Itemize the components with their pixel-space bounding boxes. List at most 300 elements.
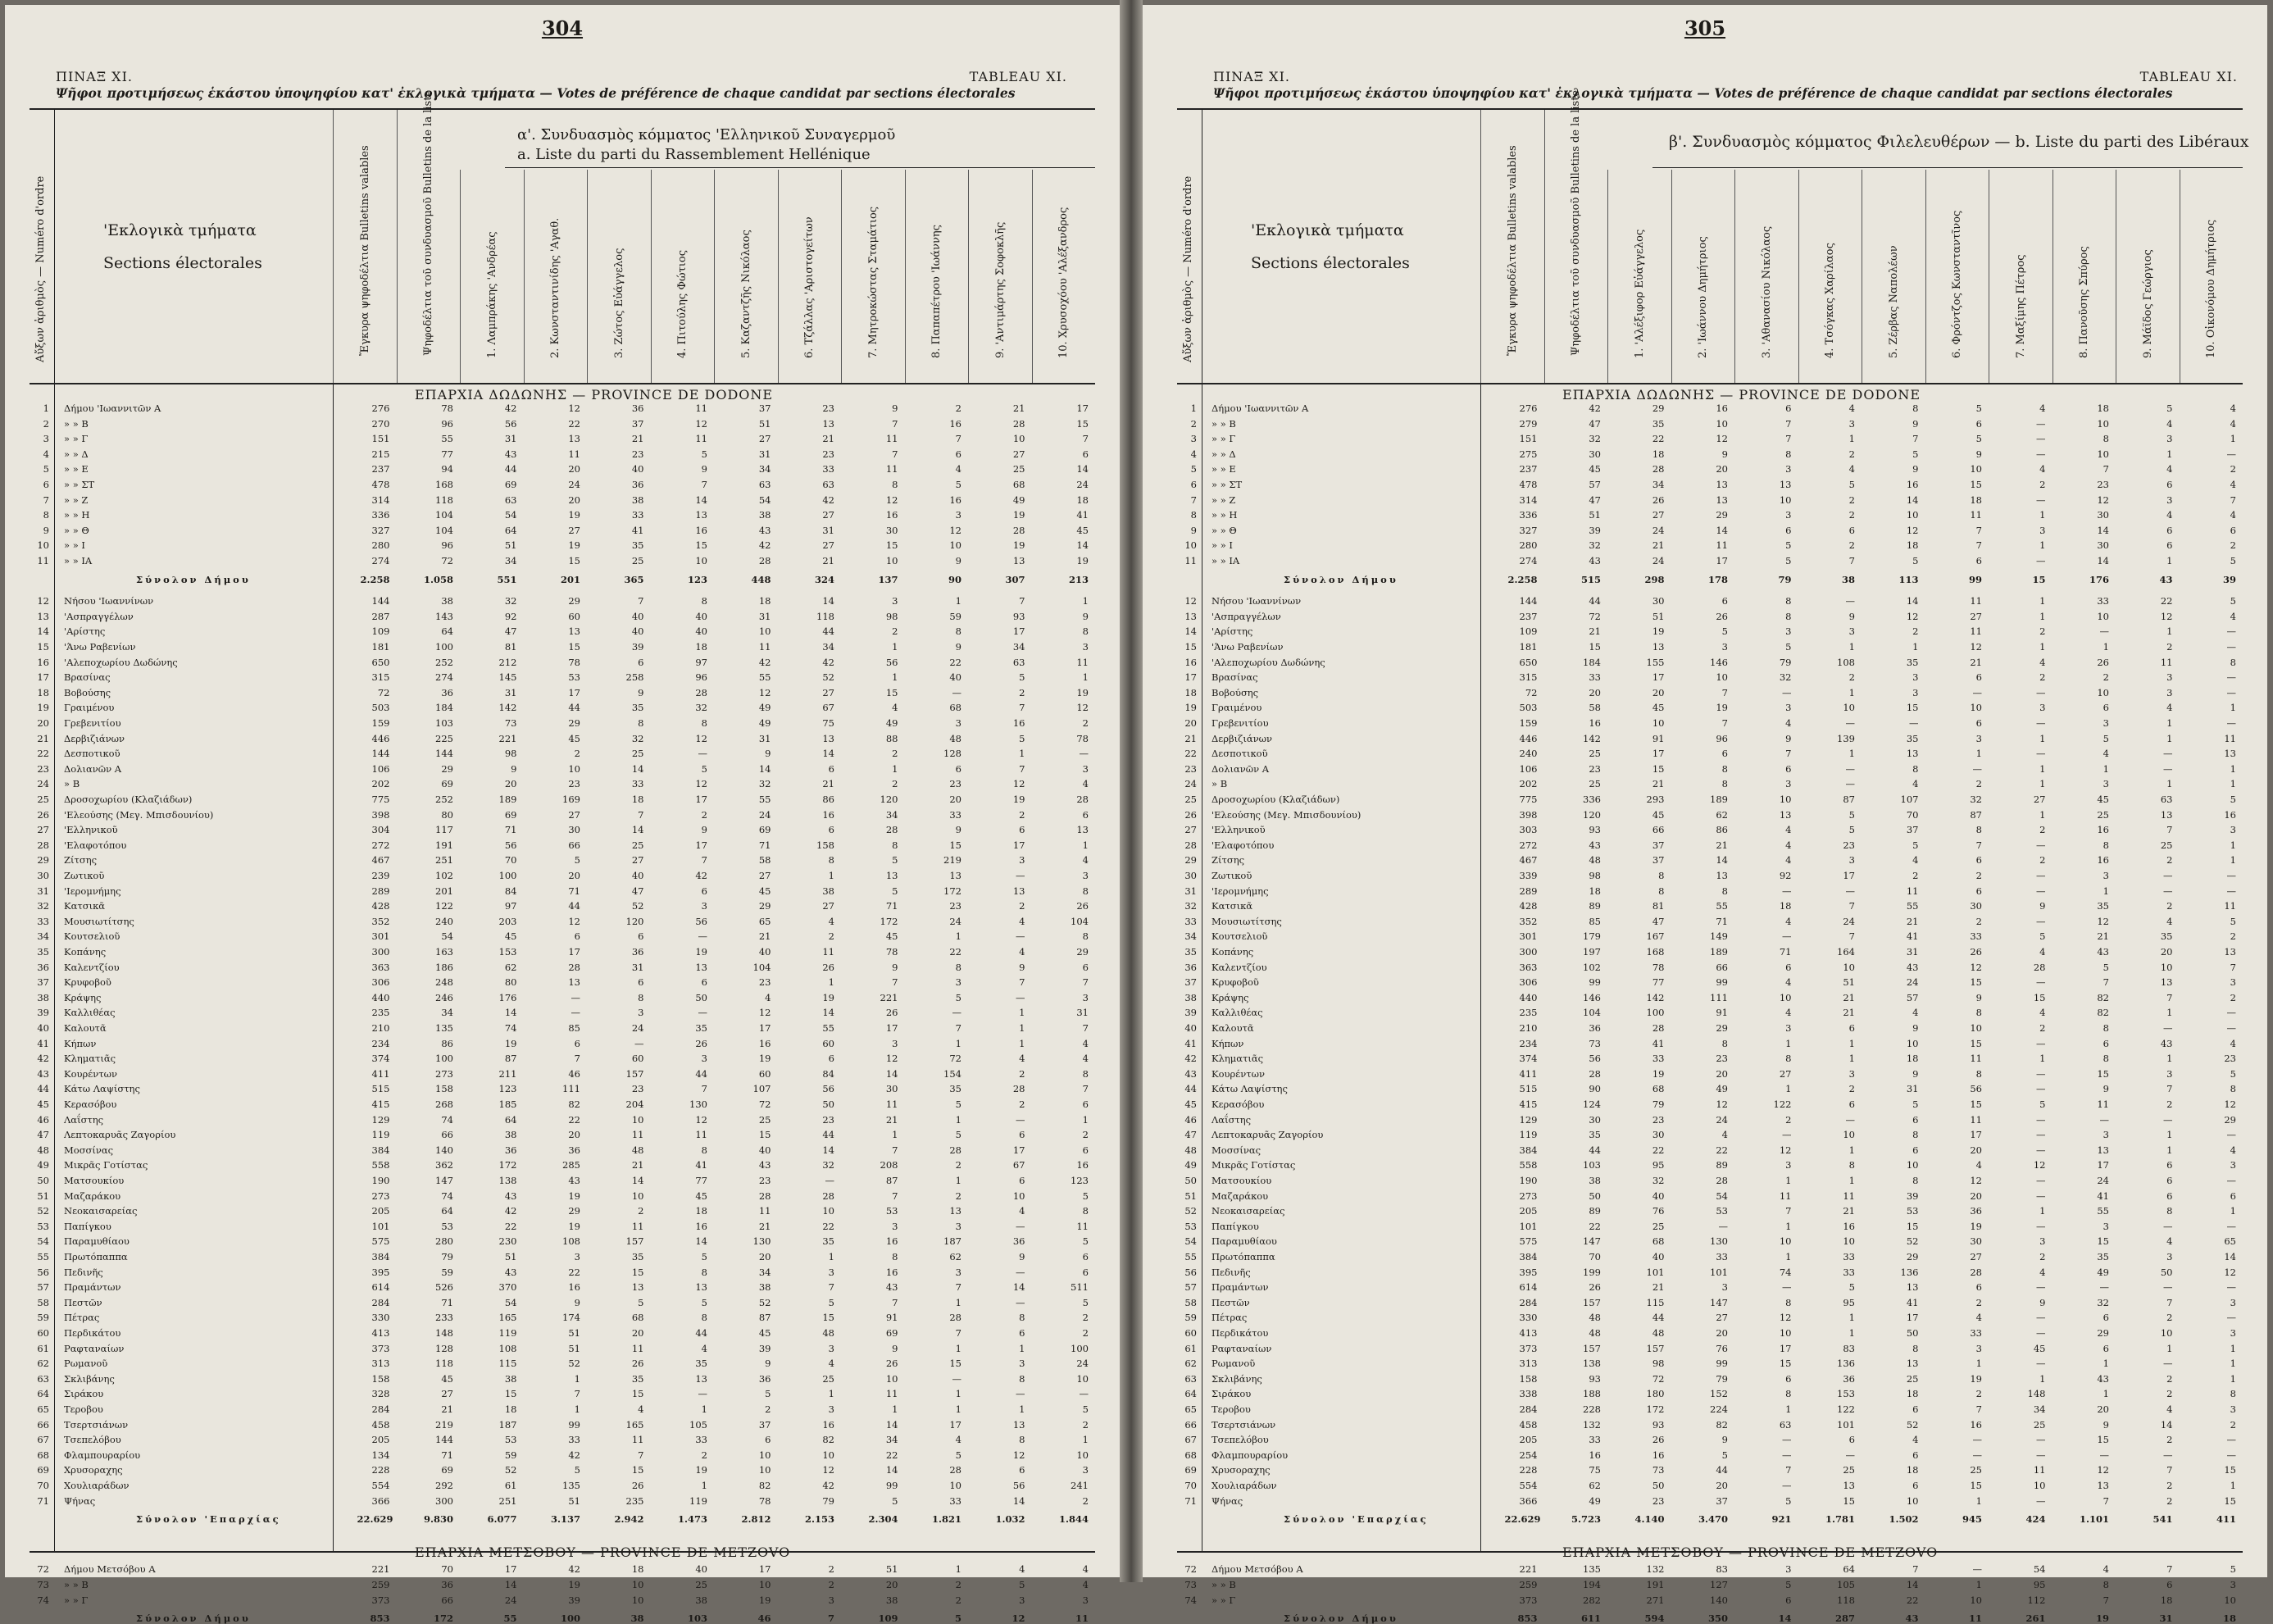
cell-value: 328 [371, 1388, 390, 1400]
section-name: Λεπτοκαρυᾶς Ζαγορίου [1212, 1129, 1324, 1141]
section-name: Κληματιᾶς [1212, 1053, 1264, 1065]
cell-value: 17 [568, 946, 580, 958]
cell-value: 16 [949, 494, 961, 506]
section-name: Πέτρας [1212, 1312, 1248, 1324]
cell-value: 104 [1583, 1007, 1601, 1019]
row-number: 60 [37, 1327, 49, 1339]
cell-value: — [2036, 1113, 2046, 1126]
table-row [30, 1267, 1095, 1278]
row-number: 37 [37, 976, 49, 989]
cell-value: 52 [1906, 1235, 1919, 1248]
row-number: 49 [1184, 1159, 1197, 1171]
cell-value: 503 [1519, 702, 1538, 714]
cell-value: 10 [2097, 686, 2109, 698]
cell-value: 7 [701, 854, 707, 867]
cell-value: 1 [1975, 1358, 1982, 1370]
section-name: Μικρᾶς Γοτίστας [64, 1159, 148, 1171]
cell-value: 10 [758, 1449, 771, 1461]
cell-value: 251 [435, 854, 453, 867]
cell-value: 20 [504, 778, 517, 790]
cell-value: 1 [955, 1037, 961, 1049]
cell-value: 16 [822, 808, 834, 821]
cell-value: 31 [758, 448, 771, 460]
cell-value: 20 [949, 794, 961, 805]
cell-value: 101 [1646, 1266, 1665, 1278]
cell-value: 123 [498, 1083, 517, 1095]
row-number: 27 [1184, 824, 1197, 836]
cell-value: 33 [568, 1434, 580, 1446]
cell-value: 12 [758, 686, 771, 698]
cell-value: 66 [441, 1594, 453, 1606]
cell-value: 13 [695, 1372, 707, 1385]
cell-value: 8 [701, 1144, 707, 1156]
row-number: 9 [43, 524, 49, 536]
cell-value: 18 [1906, 1388, 1919, 1400]
cell-value: — [1016, 870, 1025, 881]
cell-value: 29 [758, 900, 771, 912]
cell-value: 6 [1082, 1144, 1089, 1156]
cell-value: 6 [1912, 1144, 1919, 1156]
row-number: 33 [1184, 915, 1197, 927]
cell-value: 4 [1912, 1007, 1919, 1019]
cell-value: 5 [701, 1296, 707, 1308]
cell-value: 27 [1012, 448, 1025, 460]
table-row [1177, 480, 2243, 490]
cell-value: 215 [371, 448, 390, 460]
cell-value: 25 [2160, 839, 2173, 851]
cell-value: 1 [2039, 610, 2046, 622]
cell-value: 33 [1970, 930, 1982, 943]
candidate-header-9-cell [2116, 170, 2180, 383]
cell-value: — [571, 1007, 580, 1019]
cell-value: 111 [562, 1083, 580, 1095]
cell-value: — [634, 1037, 644, 1049]
cell-value: 219 [435, 1418, 453, 1431]
cell-value: 313 [371, 1358, 390, 1370]
cell-value: 4 [892, 702, 898, 714]
section-name: » Β [1212, 778, 1228, 790]
cell-value: 14 [1716, 524, 1728, 536]
cell-value: 1 [1082, 839, 1089, 851]
cell-value: 28 [949, 1144, 961, 1156]
cell-value: 118 [435, 494, 453, 506]
cell-value: 35 [949, 1083, 961, 1095]
cell-value: 16 [695, 524, 707, 536]
cell-value: 49 [1716, 1083, 1728, 1095]
cell-value: 2 [574, 748, 580, 760]
cell-value: — [952, 686, 961, 698]
cell-value: 7 [828, 1281, 834, 1294]
cell-value: 86 [822, 794, 834, 805]
cell-value: — [1782, 1129, 1792, 1141]
row-number: 8 [43, 509, 49, 521]
row-number: 12 [1184, 595, 1197, 607]
cell-value: 6 [1019, 1327, 1025, 1339]
cell-value: 4 [1785, 717, 1792, 729]
cell-value: 115 [498, 1358, 517, 1370]
cell-value: 63 [1779, 1418, 1792, 1431]
cell-value: 261 [2025, 1613, 2046, 1624]
table-row [30, 434, 1095, 444]
row-number: 62 [37, 1358, 49, 1370]
cell-value: 37 [758, 1418, 771, 1431]
cell-value: 68 [1652, 1083, 1665, 1095]
cell-value: 228 [1583, 1403, 1601, 1415]
section-name: » » Ι [1212, 539, 1233, 552]
cell-value: 181 [1519, 641, 1538, 653]
cell-value: 6 [2166, 479, 2173, 490]
cell-value: 19 [1012, 509, 1025, 521]
cell-value: 18 [1906, 1464, 1919, 1476]
section-name: Σύνολον 'Επαρχίας [136, 1513, 281, 1526]
cell-value: 25 [695, 1579, 707, 1590]
cell-value: — [2226, 1434, 2236, 1446]
cell-value: 4 [1019, 1053, 1025, 1065]
cell-value: 8 [638, 991, 644, 1003]
cell-value: 22 [1589, 1220, 1601, 1232]
row-number: 15 [1184, 641, 1197, 653]
table-row [1177, 1465, 2243, 1476]
cell-value: 22 [949, 656, 961, 668]
cell-value: 100 [435, 641, 453, 653]
cell-value: 122 [1837, 1403, 1855, 1415]
cell-value: 105 [689, 1418, 707, 1431]
cell-value: 4 [1019, 1563, 1025, 1576]
cell-value: 9 [701, 463, 707, 475]
cell-value: 144 [435, 748, 453, 760]
candidate-header-8: 8. Παπαπέτρου 'Ιωάννης [930, 225, 943, 358]
candidate-header-9: 9. Μάϊδος Γεώργιος [2141, 249, 2154, 358]
cell-value: — [1016, 1388, 1025, 1400]
cell-value: 68 [1652, 1235, 1665, 1248]
cell-value: 384 [371, 1251, 390, 1262]
cell-value: 9 [701, 824, 707, 836]
table-row [1177, 855, 2243, 866]
cell-value: 17 [695, 839, 707, 851]
cell-value: 24 [1652, 555, 1665, 566]
cell-value: 280 [435, 1235, 453, 1248]
cell-value: 7 [1019, 762, 1025, 775]
cell-value: 55 [503, 1613, 517, 1624]
cell-value: 4 [1785, 824, 1792, 836]
table-row [30, 1435, 1095, 1445]
cell-value: 2 [1785, 1113, 1792, 1126]
cell-value: 1 [2230, 1358, 2236, 1370]
cell-value: 230 [498, 1235, 517, 1248]
cell-value: 3 [2166, 686, 2173, 698]
cell-value: 2 [2230, 463, 2236, 475]
cell-value: 4 [2039, 1007, 2046, 1019]
cell-value: 373 [371, 1342, 390, 1354]
cell-value: 16 [1012, 717, 1025, 729]
cell-value: 252 [435, 794, 453, 805]
section-name: » » ΣΤ [1212, 479, 1243, 490]
cell-value: 13 [1906, 1281, 1919, 1294]
cell-value: 153 [1837, 1388, 1855, 1400]
cell-value: 446 [1519, 732, 1538, 744]
table-row [30, 1358, 1095, 1369]
table-row [1177, 1282, 2243, 1293]
cell-value: 21 [822, 433, 834, 445]
cell-value: 13 [1906, 748, 1919, 760]
row-number: 15 [37, 641, 49, 653]
cell-value: 8 [892, 839, 898, 851]
cell-value: 35 [2097, 900, 2109, 912]
row-number: 17 [1184, 671, 1197, 684]
cell-value: — [2036, 1449, 2046, 1461]
cell-value: 287 [371, 610, 390, 622]
table-row [30, 1374, 1095, 1385]
cell-value: 8 [2103, 839, 2109, 851]
cell-value: 11 [2097, 1099, 2109, 1110]
cell-value: 31 [1906, 1083, 1919, 1095]
table-row [1177, 1328, 2243, 1339]
table-row [1177, 1176, 2243, 1186]
cell-value: 327 [371, 524, 390, 536]
cell-value: 9 [765, 1358, 771, 1370]
section-name: 'Ασπραγγέλων [1212, 610, 1281, 622]
cell-value: 88 [885, 732, 898, 744]
cell-value: 85 [1589, 915, 1601, 927]
cell-value: 7 [955, 1022, 961, 1034]
cell-value: 176 [2089, 573, 2109, 585]
cell-value: 11 [1906, 885, 1919, 897]
cell-value: 336 [1519, 509, 1538, 521]
cell-value: 52 [822, 671, 834, 684]
cell-value: 18 [504, 1403, 517, 1415]
cell-value: 2 [1848, 509, 1855, 521]
cell-value: — [2036, 1312, 2046, 1324]
row-number: 65 [37, 1403, 49, 1415]
row-number: 66 [1184, 1418, 1197, 1431]
cell-value: 5 [574, 1464, 580, 1476]
cell-value: 2 [1912, 870, 1919, 881]
cell-value: 23 [1652, 1494, 1665, 1507]
cell-value: 30 [1970, 900, 1982, 912]
table-row [1177, 764, 2243, 775]
cell-value: 5 [2039, 1099, 2046, 1110]
cell-value: 52 [758, 1296, 771, 1308]
cell-value: 301 [1519, 930, 1538, 943]
cell-value: 5 [2166, 403, 2173, 414]
cell-value: 4 [1912, 854, 1919, 867]
cell-value: 153 [498, 946, 517, 958]
cell-value: 293 [1646, 794, 1665, 805]
cell-value: 20 [758, 1251, 771, 1262]
section-name: Δεσποτικοῦ [64, 748, 120, 760]
section-name: Λαΐστης [1212, 1113, 1252, 1126]
cell-value: 41 [631, 524, 644, 536]
cell-value: 2 [1975, 1296, 1982, 1308]
cell-value: 8 [1912, 762, 1919, 775]
cell-value: 8 [892, 479, 898, 490]
cell-value: 7 [2103, 463, 2109, 475]
cell-value: 6 [2166, 539, 2173, 552]
cell-value: 34 [1012, 641, 1025, 653]
cell-value: 284 [371, 1403, 390, 1415]
row-number: 40 [1184, 1022, 1197, 1034]
cell-value: 413 [371, 1327, 390, 1339]
row-number: 16 [1184, 656, 1197, 668]
row-number: 13 [1184, 610, 1197, 622]
cell-value: 98 [1652, 1358, 1665, 1370]
cell-value: 15 [2097, 1434, 2109, 1446]
row-number: 22 [1184, 748, 1197, 760]
cell-value: 118 [1837, 1594, 1855, 1606]
row-number: 48 [1184, 1144, 1197, 1156]
cell-value: 38 [758, 1281, 771, 1294]
cell-value: 25 [2033, 1418, 2046, 1431]
cell-value: 554 [1519, 1480, 1538, 1491]
cell-value: 19 [568, 1220, 580, 1232]
cell-value: 14 [1012, 1281, 1025, 1294]
section-name: Κήπων [64, 1037, 97, 1049]
section-name: Χουλιαράδων [1212, 1480, 1277, 1491]
table-row [1177, 1580, 2243, 1590]
cell-value: 107 [1900, 794, 1919, 805]
section-name: Παραμυθίαου [1212, 1235, 1277, 1248]
cell-value: 63 [822, 479, 834, 490]
cell-value: 12 [2097, 1464, 2109, 1476]
cell-value: 237 [1519, 463, 1538, 475]
cell-value: 154 [943, 1067, 961, 1080]
cell-value: 5 [1975, 433, 1982, 445]
cell-value: 304 [371, 824, 390, 836]
cell-value: 60 [822, 1037, 834, 1049]
cell-value: 272 [1519, 839, 1538, 851]
cell-value: 99 [885, 1480, 898, 1491]
cell-value: 8 [1912, 1342, 1919, 1354]
cell-value: 4 [1785, 854, 1792, 867]
cell-value: 9 [2039, 900, 2046, 912]
order-number-header: Αὔξων ἀριθμὸς — Numéro d'ordre [1182, 175, 1194, 362]
table-row [1177, 1389, 2243, 1399]
row-number: 1 [43, 403, 49, 414]
table-row [1177, 596, 2243, 607]
cell-value: 37 [758, 403, 771, 414]
cell-value: 104 [435, 524, 453, 536]
cell-value: 107 [752, 1083, 771, 1095]
cell-value: 2 [1975, 915, 1982, 927]
section-name: Πρωτόπαππα [1212, 1251, 1275, 1262]
cell-value: 2 [2039, 824, 2046, 836]
cell-value: 20 [1716, 1067, 1728, 1080]
cell-value: 23 [1716, 1053, 1728, 1065]
cell-value: 395 [1519, 1266, 1538, 1278]
section-name: Δροσοχωρίου (Κλαζιάδων) [1212, 794, 1340, 805]
cell-value: 169 [562, 794, 580, 805]
cell-value: — [1782, 1480, 1792, 1491]
cell-value: 1 [2039, 641, 2046, 653]
table-row [30, 419, 1095, 430]
cell-value: 1 [892, 1403, 898, 1415]
table-row [1177, 1069, 2243, 1080]
cell-value: 7 [827, 1613, 834, 1624]
section-name: Γραιμένου [1212, 702, 1262, 714]
cell-value: 34 [885, 1434, 898, 1446]
cell-value: 3 [1785, 625, 1792, 638]
cell-value: 34 [504, 555, 517, 566]
cell-value: 221 [371, 1563, 390, 1576]
cell-value: 69 [504, 808, 517, 821]
cell-value: 48 [1589, 1327, 1601, 1339]
cell-value: 10 [1970, 1594, 1982, 1606]
cell-value: 15 [1970, 479, 1982, 490]
cell-value: 22 [1906, 1594, 1919, 1606]
cell-value: 2 [955, 1594, 961, 1606]
section-name: » » Ι [64, 539, 85, 552]
cell-value: 32 [2097, 1296, 2109, 1308]
table-row [30, 794, 1095, 805]
cell-value: 12 [2033, 1159, 2046, 1171]
cell-value: 45 [504, 930, 517, 943]
cell-value: 129 [371, 1113, 390, 1126]
cell-value: — [2163, 885, 2173, 897]
cell-value: 1 [2230, 1342, 2236, 1354]
cell-value: 77 [441, 448, 453, 460]
cell-value: 300 [1519, 946, 1538, 958]
table-row [1177, 810, 2243, 821]
province-heading: ΕΠΑΡΧΙΑ ΔΩΔΩΝΗΣ — PROVINCE DE DODONE [1562, 387, 1921, 403]
cell-value: 27 [2033, 794, 2046, 805]
cell-value: — [2036, 448, 2046, 460]
cell-value: 135 [562, 1480, 580, 1491]
row-number: 52 [37, 1205, 49, 1217]
cell-value: 7 [1082, 1083, 1089, 1095]
cell-value: 38 [630, 1613, 644, 1624]
cell-value: 15 [2033, 991, 2046, 1003]
cell-value: 2 [2166, 1372, 2173, 1385]
cell-value: 44 [695, 1327, 707, 1339]
cell-value: 45 [1076, 524, 1089, 536]
cell-value: 10 [1906, 509, 1919, 521]
cell-value: 100 [1071, 1342, 1089, 1354]
cell-value: 69 [504, 479, 517, 490]
cell-value: 76 [1652, 1205, 1665, 1217]
cell-value: 1 [2166, 778, 2173, 790]
table-row [1177, 1420, 2243, 1431]
cell-value: 2 [1019, 686, 1025, 698]
cell-value: 13 [1012, 885, 1025, 897]
table-row [1177, 794, 2243, 805]
cell-value: 117 [435, 824, 453, 836]
cell-value: 148 [435, 1327, 453, 1339]
cell-value: 24 [1652, 524, 1665, 536]
candidate-header-9: 9. 'Αντιμάρτης Σοφοκλῆς [993, 221, 1007, 358]
cell-value: 1 [1019, 1342, 1025, 1354]
cell-value: 56 [1970, 1083, 1982, 1095]
cell-value: — [2163, 1022, 2173, 1034]
candidate-header-5: 5. Καζαντζῆς Νικόλαος [739, 230, 752, 358]
cell-value: 284 [1519, 1403, 1538, 1415]
cell-value: — [1718, 1220, 1728, 1232]
cell-value: 23 [758, 1175, 771, 1186]
cell-value: 187 [498, 1418, 517, 1431]
cell-value: 7 [2230, 494, 2236, 506]
cell-value: 66 [441, 1129, 453, 1141]
cell-value: — [2163, 1358, 2173, 1370]
cell-value: 130 [689, 1099, 707, 1110]
cell-value: 33 [2097, 595, 2109, 607]
cell-value: 34 [822, 641, 834, 653]
cell-value: 51 [504, 539, 517, 552]
table-row [1177, 1084, 2243, 1094]
cell-value: — [2036, 686, 2046, 698]
cell-value: 64 [1843, 1563, 1855, 1576]
cell-value: 35 [1906, 732, 1919, 744]
cell-value: 1 [1975, 748, 1982, 760]
table-row [30, 1282, 1095, 1293]
